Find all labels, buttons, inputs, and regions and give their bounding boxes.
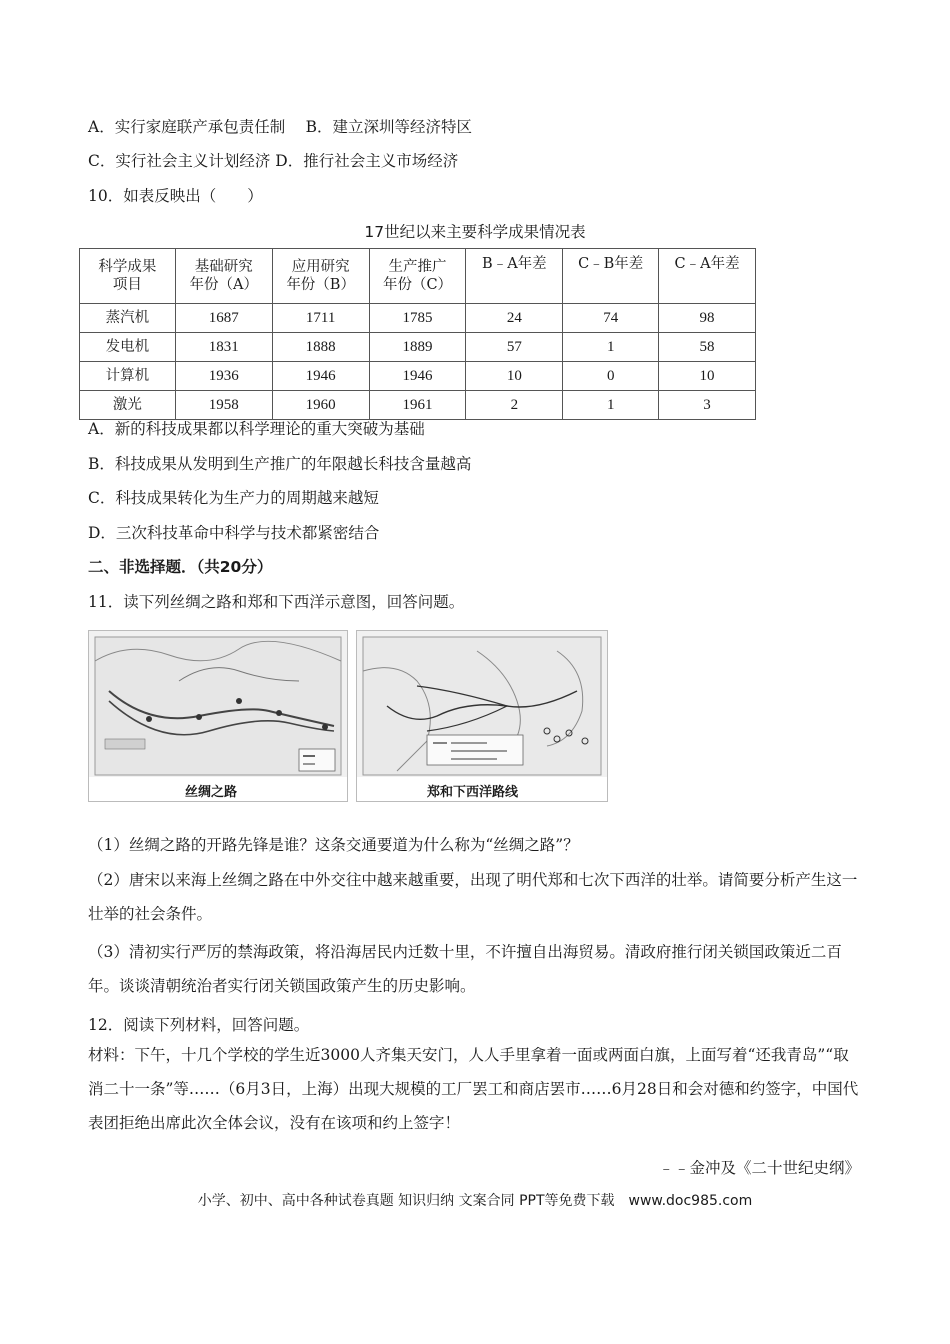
table-row [80, 362, 756, 391]
q12-material: 材料：下午，十几个学校的学生近3000人齐集天安门，人人手里拿着一面或两面白旗，上面写着“还我青岛”“取消二十一条”等……（6月3日，上海）出现大规模的工厂罢工和商店罢市……6月28日和会对德和约签字，中国代表团拒绝出席此次全体会议，没有在该项和约上签字！ [88, 1046, 859, 1132]
header-cell: C﹣B年差 [563, 249, 659, 304]
section-heading: 二、非选择题．（共20分） [88, 558, 273, 576]
q9-option-ab: A．实行家庭联产承包责任制 B．建立深圳等经济特区 [88, 118, 473, 136]
table-cell: 98 [659, 304, 756, 333]
q11-sub2: （2）唐宋以来海上丝绸之路在中外交往中越来越重要，出现了明代郑和七次下西洋的壮举。请简要分析产生这一壮举的社会条件。 [88, 871, 858, 923]
q10-option-a: A．新的科技成果都以科学理论的重大突破为基础 [88, 420, 425, 438]
table-cell: 1961 [369, 391, 466, 420]
table-cell: 1687 [175, 304, 272, 333]
header-cell: 生产推广 年份（C） [369, 249, 466, 304]
table-cell: 激光 [80, 391, 176, 420]
table-cell: 1785 [369, 304, 466, 333]
table-cell: 计算机 [80, 362, 176, 391]
table-cell: 0 [563, 362, 659, 391]
table-cell: 58 [659, 333, 756, 362]
table-cell: 57 [466, 333, 563, 362]
header-cell: 科学成果 项目 [80, 249, 176, 304]
q11-sub3: （3）清初实行严厉的禁海政策，将沿海居民内迁数十里，不许擅自出海贸易。清政府推行闭关锁国政策近二百年。谈谈清朝统治者实行闭关锁国政策产生的历史影响。 [88, 943, 842, 995]
q10-option-c: C．科技成果转化为生产力的周期越来越短 [88, 489, 379, 507]
q11-stem: 11．读下列丝绸之路和郑和下西洋示意图，回答问题。 [88, 593, 465, 611]
table-row [80, 304, 756, 333]
header-cell: B﹣A年差 [466, 249, 563, 304]
table-cell: 1 [563, 333, 659, 362]
table-cell: 74 [563, 304, 659, 333]
table-cell: 1 [563, 391, 659, 420]
silk-road-map-graphic [89, 631, 347, 801]
science-results-table [79, 248, 756, 420]
zheng-he-map-graphic [357, 631, 607, 801]
table-cell: 1888 [272, 333, 369, 362]
zheng-he-map [356, 630, 608, 802]
silk-road-map [88, 630, 348, 802]
q9-option-cd: C．实行社会主义计划经济 D．推行社会主义市场经济 [88, 152, 459, 170]
silk-road-map-caption: 丝绸之路 [185, 785, 238, 800]
header-cell: 应用研究 年份（B） [272, 249, 369, 304]
table-cell: 1960 [272, 391, 369, 420]
table-cell: 1831 [175, 333, 272, 362]
table-header [80, 249, 756, 304]
page-footer: 小学、初中、高中各种试卷真题 知识归纳 文案合同 PPT等免费下载 www.doc985.com [197, 1193, 753, 1209]
zheng-he-map-caption: 郑和下西洋路线 [427, 785, 519, 800]
table-cell: 1946 [272, 362, 369, 391]
table-cell: 1889 [369, 333, 466, 362]
table-cell: 发电机 [80, 333, 176, 362]
table-cell: 1958 [175, 391, 272, 420]
table-cell: 2 [466, 391, 563, 420]
table-row [80, 333, 756, 362]
q10-stem: 10．如表反映出（ ） [88, 187, 263, 205]
table-cell: 10 [466, 362, 563, 391]
header-cell: C﹣A年差 [659, 249, 756, 304]
table-row [80, 391, 756, 420]
q10-option-b: B．科技成果从发明到生产推广的年限越长科技含量越高 [88, 455, 472, 473]
q11-sub1: （1）丝绸之路的开路先锋是谁？这条交通要道为什么称为“丝绸之路”？ [88, 836, 579, 854]
q10-option-d: D．三次科技革命中科学与技术都紧密结合 [88, 524, 380, 542]
material-source: ﹣﹣金冲及《二十世纪史纲》 [658, 1159, 860, 1177]
table-cell: 3 [659, 391, 756, 420]
table-cell: 1711 [272, 304, 369, 333]
table-title: 17世纪以来主要科学成果情况表 [364, 223, 586, 241]
table-cell: 10 [659, 362, 756, 391]
q12-stem: 12．阅读下列材料，回答问题。 [88, 1016, 310, 1034]
table-cell: 蒸汽机 [80, 304, 176, 333]
header-cell: 基础研究 年份（A） [175, 249, 272, 304]
table-cell: 1946 [369, 362, 466, 391]
table-cell: 24 [466, 304, 563, 333]
table-cell: 1936 [175, 362, 272, 391]
